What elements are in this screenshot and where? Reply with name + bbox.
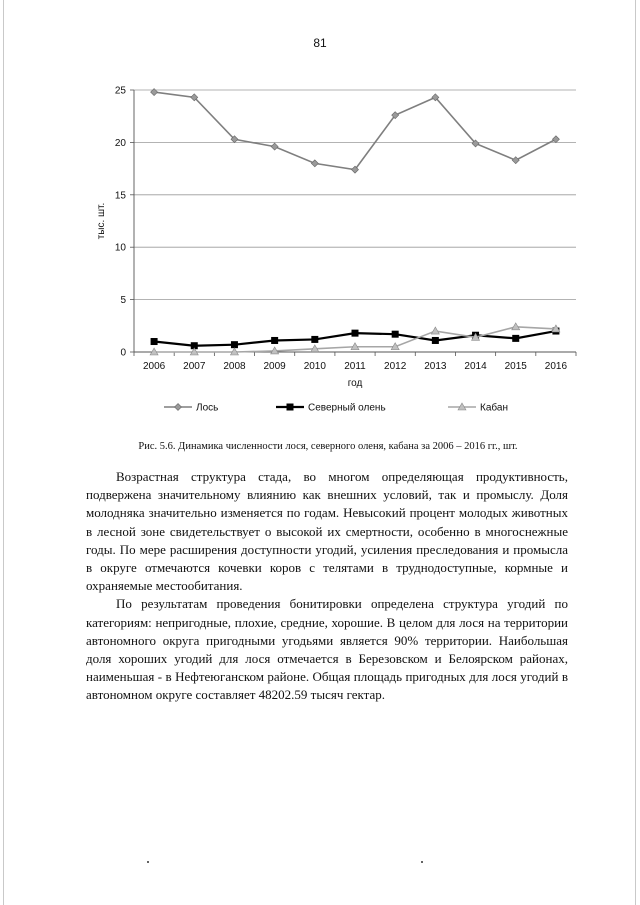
paragraph-land-assessment: По результатам проведения бонитировки определена структура угодий по категориям: непригодные, плохие, средние, хорошие. В целом для лося на территории автономного округа пригодными угодьями является 90% территории. Наибольшая доля хороших угодий для лося отмечается в Березовском и Белоярском районах, наименьшая - в Нефтеюганском районе. Общая площадь пригодных для лося угодий в автономном округе составляет 48202.59 тысяч гектар. xyxy=(86,596,568,703)
scan-edge-right xyxy=(635,0,636,905)
data-point xyxy=(231,341,238,348)
y-tick-label: 15 xyxy=(114,190,126,202)
scan-dot xyxy=(147,861,149,863)
data-point xyxy=(512,335,519,342)
data-point xyxy=(151,338,158,345)
data-point xyxy=(392,331,399,338)
data-point xyxy=(432,337,439,344)
paragraph-age-structure: Возрастная структура стада, во многом определяющая продуктивность, подвержена значительному влиянию как внешних условий, так и промыслу. Доля молодняка значительно изменяется по годам. Невысокий процент молодых животных в лесной зоне свидетельствует о высокой их смертности, особенно в многоснежные годы. По мере расширения доступности угодий, усиления преследования и промысла в округе отмечаются кочевки коров с телятами в труднодоступные, кормные и охраняемые местообитания. xyxy=(86,469,568,594)
x-tick-label: 2011 xyxy=(344,361,366,372)
x-tick-label: 2009 xyxy=(263,361,286,372)
x-tick-label: 2006 xyxy=(142,361,166,372)
x-tick-label: 2014 xyxy=(464,361,487,372)
x-tick-label: 2008 xyxy=(223,361,246,372)
legend-label: Северный олень xyxy=(308,402,386,414)
scan-edge-left xyxy=(3,0,4,905)
x-tick-label: 2012 xyxy=(384,361,407,372)
data-point xyxy=(552,136,559,143)
data-point xyxy=(352,330,359,337)
population-chart xyxy=(86,72,586,427)
series-line xyxy=(154,92,556,170)
y-tick-label: 10 xyxy=(114,242,126,254)
x-tick-label: 2010 xyxy=(303,361,326,372)
x-tick-label: 2015 xyxy=(504,361,527,372)
data-point xyxy=(271,143,278,150)
legend-marker xyxy=(175,404,182,411)
x-tick-label: 2007 xyxy=(183,361,206,372)
x-tick-label: 2013 xyxy=(424,361,447,372)
y-axis-title: тыс. шт. xyxy=(96,202,107,240)
x-axis-title: год xyxy=(347,378,363,389)
body-text xyxy=(86,468,568,705)
y-tick-label: 25 xyxy=(114,85,126,97)
legend-label: Кабан xyxy=(480,402,508,414)
data-point xyxy=(311,336,318,343)
y-tick-label: 20 xyxy=(114,137,126,149)
data-point xyxy=(311,160,318,167)
legend-marker xyxy=(287,404,294,411)
y-tick-label: 5 xyxy=(120,295,126,307)
y-tick-label: 0 xyxy=(120,347,126,359)
data-point xyxy=(271,337,278,344)
legend-label: Лось xyxy=(196,402,219,414)
x-tick-label: 2016 xyxy=(544,361,568,372)
page-number: 81 xyxy=(313,36,327,50)
data-point xyxy=(431,327,439,334)
figure-caption: Рис. 5.6. Динамика численности лося, северного оленя, кабана за 2006 – 2016 гг., шт. xyxy=(138,441,518,452)
scan-dot xyxy=(421,861,423,863)
data-point xyxy=(512,157,519,164)
